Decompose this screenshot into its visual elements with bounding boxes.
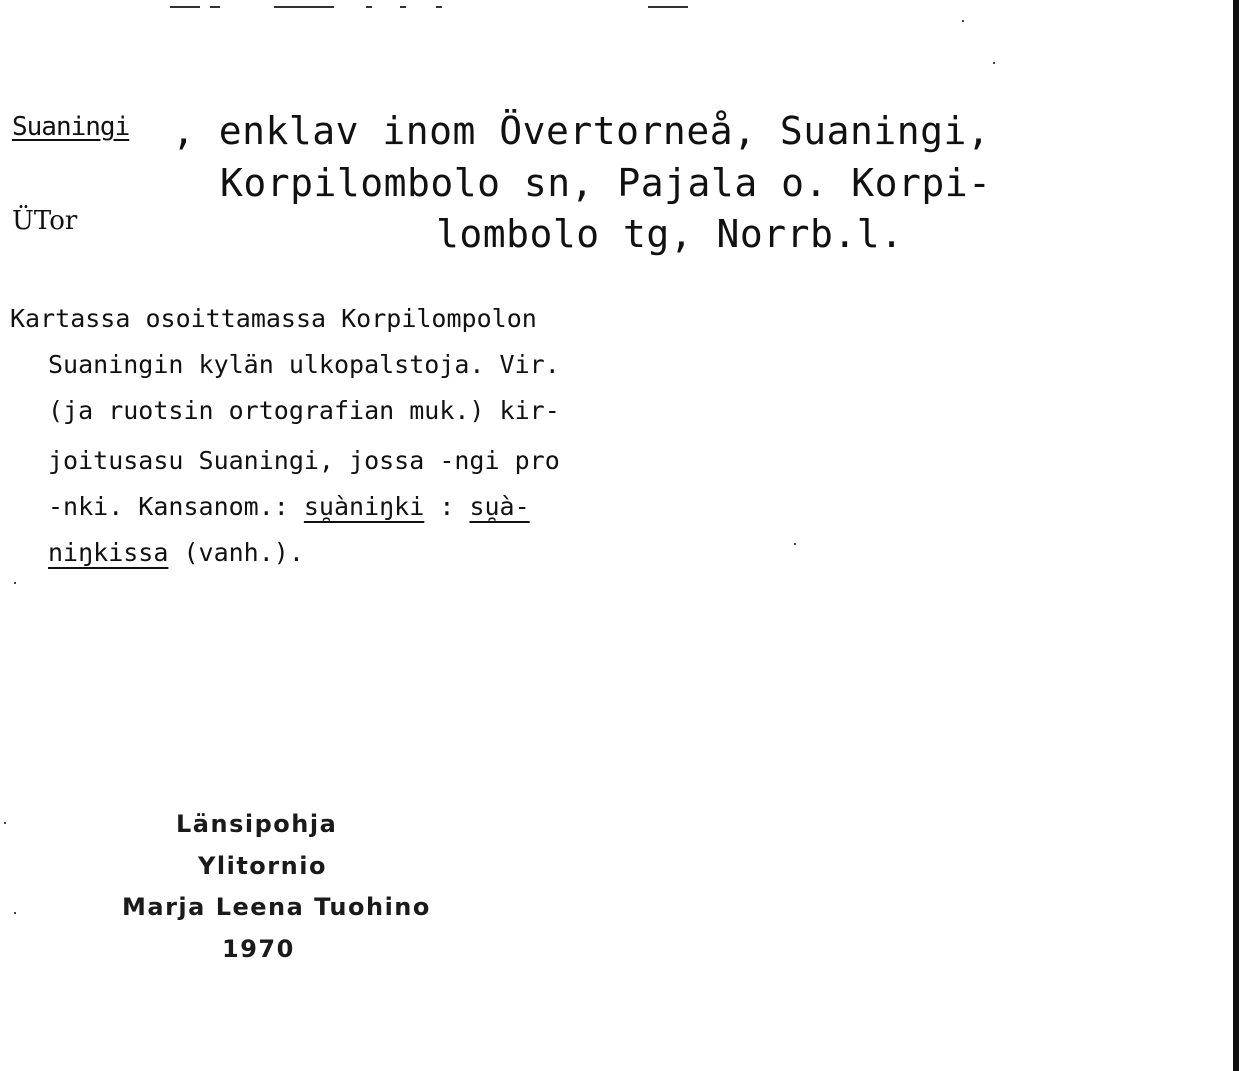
- card-right-edge: [1233, 0, 1249, 1071]
- body-line-3: (ja ruotsin ortografian muk.) kir-: [48, 396, 560, 425]
- top-edge-marks: [170, 6, 690, 10]
- speck: [14, 582, 16, 584]
- body-line-6: [48, 540, 304, 565]
- body-line-1: Kartassa osoittamassa Korpilompolon: [10, 304, 537, 333]
- heading-line-1: , enklav inom Övertorneå, Suaningi,: [172, 109, 991, 153]
- speck: [14, 912, 16, 914]
- stamp-collector: Marja Leena Tuohino: [122, 893, 431, 921]
- speck: [962, 20, 964, 22]
- stamp-parish: Ylitornio: [198, 852, 327, 880]
- body-line-5: [48, 494, 530, 519]
- parish-code: ÜTor: [12, 206, 78, 236]
- body-line-5-separator: :: [424, 492, 470, 521]
- body-line-5-prefix: -nki. Kansanom.:: [48, 492, 304, 521]
- headword: Suaningi: [12, 112, 130, 142]
- heading-line-2: Korpilombolo sn, Pajala o. Korpi-: [220, 161, 992, 205]
- speck: [993, 62, 995, 64]
- heading-line-3: lombolo tg, Norrb.l.: [436, 212, 904, 256]
- speck: [4, 822, 6, 824]
- stamp-year: 1970: [222, 935, 295, 963]
- dialect-form-2-start: su̯à-: [469, 492, 530, 521]
- dialect-form-2-end: niŋkissa: [48, 538, 169, 567]
- body-line-2: Suaningin kylän ulkopalstoja. Vir.: [48, 350, 560, 379]
- body-line-4: joitusasu Suaningi, jossa -ngi pro: [48, 446, 560, 475]
- speck: [794, 543, 796, 545]
- body-line-6-suffix: (vanh.).: [168, 538, 304, 567]
- stamp-region: Länsipohja: [176, 810, 338, 838]
- dialect-form-1: su̯àniŋki: [303, 492, 425, 521]
